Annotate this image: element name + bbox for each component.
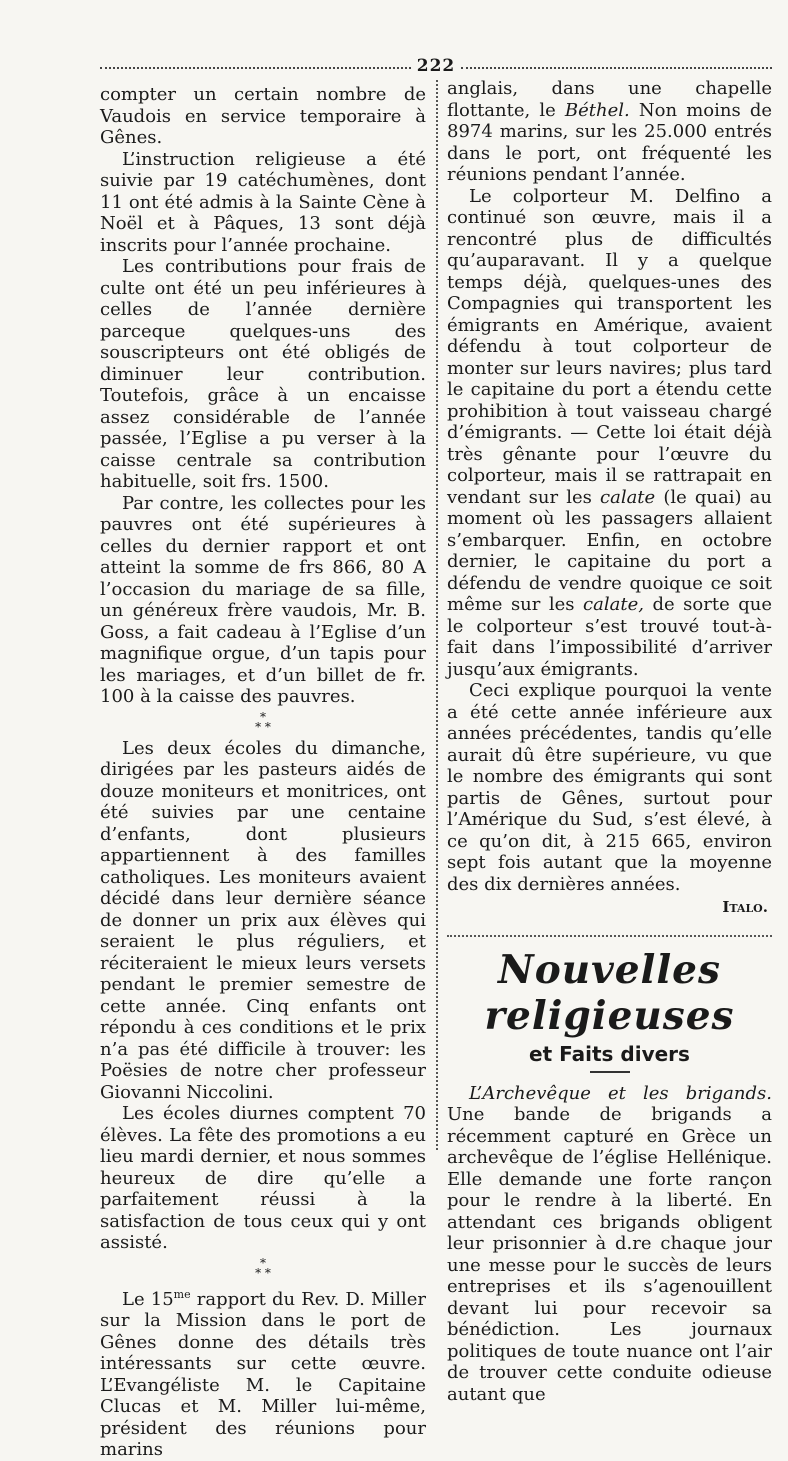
paragraph: L’instruction religieuse a été suivie par 19 catéchumènes, dont 11 ont été admis à la Sainte Cène à Noël et à Pâques, 13 sont déjà inscrits pour l’année prochaine. <box>100 148 426 256</box>
section-subtitle: et Faits divers <box>529 1041 690 1066</box>
paragraph: Ceci explique pourquoi la vente a été cette année inférieure aux années précédentes, tandis qu’elle aurait dû être supérieure, vu que le nombre des émigrants qui sont partis de Gênes, surtout pour l’Amérique du Sud, s’est élevé, à ce qu’on dit, à 215 665, environ sept fois autant que la moyenne des dix dernières années. <box>447 680 772 895</box>
paragraph <box>447 1083 772 1406</box>
page-header <box>100 56 772 76</box>
paragraph: compter un certain nombre de Vaudois en service temporaire à Gênes. <box>100 84 426 148</box>
text-run: Une bande de brigands a récemment capturé en Grèce un archevêque de l’église Hellénique. Elle demande une forte rançon pour le rendre à la liberté. En attendant ces brigands obligent leur prisonnier à d.re chaque jour une messe pour le succès de leurs entreprises et ils s’agenouillent devant lui pour recevoir sa bénédiction. Les journaux politiques de toute nuance ont l’air de trouver cette conduite odieuse autant que <box>447 1104 772 1405</box>
asterism: * * * <box>255 1255 271 1280</box>
paragraph <box>447 78 772 186</box>
paragraph: Les contributions pour frais de culte ont été un peu inférieures à celles de l’année dernière parceque quelques-uns des souscripteurs ont été obligés de diminuer leur contribution. Toutefois, grâce à un encaisse assez considérable de l’année passée, l’Eglise a pu verser à la caisse centrale sa contribution habituelle, soit frs. 1500. <box>100 256 426 492</box>
text-run: Non moins de 8974 marins, sur les 25.000 entrés dans le port, ont fréquenté les réunions pendant l’année. <box>447 99 773 185</box>
left-column <box>100 84 426 1460</box>
text-run: de sorte que le colporteur s’est trouvé tout-à-fait dans l’impossibilité d’arriver jusqu’aux émigrants. <box>447 594 773 680</box>
italic-text: calate <box>600 486 656 508</box>
asterism: * * * <box>255 709 271 734</box>
header-rule-left <box>100 67 411 69</box>
text-run: Le 15 <box>122 1288 174 1310</box>
header-rule-right <box>461 67 772 69</box>
signature: Italo. <box>722 898 768 916</box>
text-run: (le quai) au moment où les passagers allaient s’embarquer. Enfin, en octobre dernier, le capitaine du port a défendu de vendre quoique ce soit même sur les <box>447 486 772 615</box>
paragraph: Les deux écoles du dimanche, dirigées par les pasteurs aidés de douze moniteurs et monitrices, ont été suivies par une centaine d’enfants, dont plusieurs appartiennent à des familles catholiques. Les moniteurs avaient décidé dans leur dernière séance de donner un prix aux élèves qui seraient le plus réguliers, et réciteraient le mieux leurs versets pendant le premier semestre de cette année. Cinq enfants ont répondu à ces conditions et le prix n’a pas été difficile à trouver: les Poësies de notre cher professeur Giovanni Niccolini. <box>100 737 426 1103</box>
paragraph <box>100 1284 426 1461</box>
paragraph: Les écoles diurnes comptent 70 élèves. La fête des promotions a eu lieu mardi dernier, et nous sommes heureux de dire qu’elle a parfaitement réussi à la satisfaction de tous ceux qui y ont assisté. <box>100 1103 426 1253</box>
superscript: me <box>173 1287 191 1301</box>
italic-text: L’Archevêque et les brigands. <box>469 1082 772 1104</box>
page-number: 222 <box>416 56 456 76</box>
section-title: Nouvelles religieuses <box>484 946 735 1039</box>
short-rule <box>590 1071 630 1073</box>
column-divider <box>436 80 438 1150</box>
paragraph: Par contre, les collectes pour les pauvres ont été supérieures à celles du dernier rapport et ont atteint la somme de frs 866, 80 A l’occasion du mariage de sa fille, un généreux frère vaudois, Mr. B. Goss, a fait cadeau à l’Eglise d’un magnifique orgue, d’un tapis pour les mariages, et d’un billet de fr. 100 à la caisse des pauvres. <box>100 492 426 707</box>
italic-text: Béthel. <box>564 99 630 121</box>
text-run: rapport du Rev. D. Miller sur la Mission dans le port de Gênes donne des détails très intéressants sur cette œuvre. L’Evangéliste M. le Capitaine Clucas et M. Miller lui-même, président des réunions pour marins <box>100 1288 426 1460</box>
right-column <box>447 78 773 1405</box>
section-rule <box>447 935 772 937</box>
italic-text: calate, <box>583 594 644 615</box>
paragraph <box>447 186 772 681</box>
text-run: anglais, dans une chapelle flottante, le <box>447 78 772 121</box>
text-run: Le colporteur M. Delfino a continué son œuvre, mais il a rencontré plus de difficultés qu’auparavant. Il y a quelque temps déjà, quelques-unes des Compagnies qui transportent les émigrants en Amérique, avaient défendu à tout colporteur de monter sur leurs navires; plus tard le capitaine du port a étendu cette prohibition à tout vaisseau chargé d’émigrants. — Cette loi était déjà très gênante pour l’œuvre du colporteur, mais il se rattrapait en vendant sur les <box>447 185 772 508</box>
